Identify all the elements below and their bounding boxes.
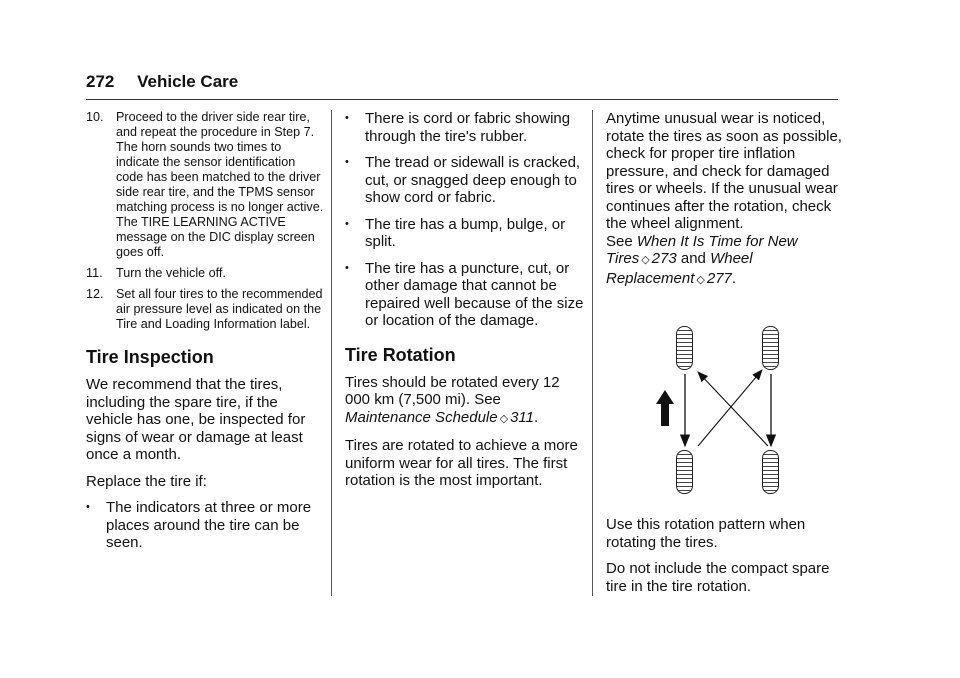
column-divider-2 bbox=[592, 110, 593, 596]
tire-rotation-heading: Tire Rotation bbox=[345, 344, 456, 365]
header-rule bbox=[86, 99, 838, 100]
bullet-dot: • bbox=[345, 217, 349, 230]
arrow-rear-right-to-front-left bbox=[698, 372, 768, 446]
bullet-dot: • bbox=[345, 261, 349, 274]
page-ref-icon: ◇ bbox=[641, 254, 650, 266]
step-number: 11. bbox=[86, 266, 103, 280]
new-tires-link[interactable]: When It Is Time for New Tires bbox=[606, 232, 798, 267]
replace-bullets bbox=[86, 499, 326, 552]
page-header bbox=[86, 72, 238, 92]
step-text: Turn the vehicle off. bbox=[116, 266, 226, 280]
replace-bullets-continued bbox=[345, 110, 585, 330]
rotation-arrows bbox=[640, 318, 790, 498]
replace-if-text: Replace the tire if: bbox=[86, 472, 207, 490]
step-item bbox=[86, 110, 326, 260]
bullet-item bbox=[345, 216, 585, 251]
unusual-wear-body: Anytime unusual wear is noticed, rotate the tires as soon as possible, check for proper tire inflation pressure, and check for damaged tires or wheels. If the unusual wear continues after the rotation, check the wheel alignment. bbox=[606, 110, 842, 232]
see-label: See bbox=[606, 232, 633, 250]
unusual-wear-text: Anytime unusual wear is noticed, rotate the tires as soon as possible, check for proper tire inflation pressure, and check for damaged tires or wheels. If the unusual wear continues after the rotation, check the wheel alignment. See When It Is Time for New Tires ◇ 273 and Wheel Replacement ◇ 277. bbox=[606, 110, 842, 287]
bullet-text: There is cord or fabric showing through the tire's rubber. bbox=[365, 110, 571, 145]
bullet-item bbox=[345, 260, 585, 330]
column-divider-1 bbox=[331, 110, 332, 596]
bullet-text: The tire has a puncture, cut, or other damage that cannot be repaired well because of the size or location of the damage. bbox=[365, 259, 584, 329]
bullet-dot: • bbox=[345, 112, 349, 124]
page-number: 272 bbox=[86, 72, 115, 91]
and-label: and bbox=[680, 250, 706, 267]
step-item bbox=[86, 287, 326, 332]
column-2 bbox=[345, 110, 585, 499]
column-3-bottom bbox=[606, 516, 846, 604]
maintenance-schedule-link[interactable]: Maintenance Schedule bbox=[345, 408, 498, 426]
rotation-interval-text: Tires should be rotated every 12 000 km (7,500 mi). See Maintenance Schedule ◇ 311. bbox=[345, 373, 560, 426]
bullet-item bbox=[345, 154, 585, 207]
bullet-dot: • bbox=[345, 156, 349, 168]
bullet-text: The tire has a bump, bulge, or split. bbox=[365, 215, 566, 250]
bullet-item bbox=[345, 110, 585, 145]
bullet-text: The tread or sidewall is cracked, cut, or snagged deep enough to show cord or fabric. bbox=[365, 154, 581, 206]
spare-tire-note: Do not include the compact spare tire in the tire rotation. bbox=[606, 560, 830, 595]
new-tires-page[interactable]: 273 bbox=[651, 250, 677, 267]
bullet-item bbox=[86, 499, 326, 552]
wheel-replacement-link[interactable]: Wheel Replacement bbox=[606, 250, 753, 287]
procedure-steps bbox=[86, 110, 326, 332]
tire-inspection-heading: Tire Inspection bbox=[86, 347, 214, 367]
bullet-text: The indicators at three or more places around the tire can be seen. bbox=[106, 499, 312, 551]
column-3 bbox=[606, 110, 846, 289]
page-ref-icon: ◇ bbox=[499, 412, 509, 425]
step-number: 10. bbox=[86, 110, 104, 124]
rotation-purpose-text: Tires are rotated to achieve a more uniform wear for all tires. The first rotation is the most important. bbox=[345, 437, 578, 489]
step-text: Set all four tires to the recommended air pressure level as indicated on the Tire and Loading Information label. bbox=[116, 287, 323, 331]
step-text: Proceed to the driver side rear tire, and repeat the procedure in Step 7. The horn sounds two times to indicate the sensor identification code has been matched to the driver side rear tire, and the TPMS sensor matching process is no longer active. The TIRE LEARNING ACTIVE message on the DIC display screen goes off. bbox=[116, 110, 324, 259]
forward-arrow-icon bbox=[656, 390, 674, 426]
step-number: 12. bbox=[86, 287, 104, 301]
wheel-replacement-page[interactable]: 277 bbox=[706, 269, 732, 287]
rotation-interval-body: Tires should be rotated every 12 000 km (7,500 mi). See bbox=[345, 373, 560, 408]
bullet-dot: • bbox=[86, 501, 90, 513]
maintenance-schedule-page[interactable]: 311 bbox=[510, 408, 534, 426]
column-1 bbox=[86, 110, 326, 561]
tire-rotation-diagram bbox=[640, 318, 790, 498]
section-title: Vehicle Care bbox=[137, 72, 239, 91]
step-item bbox=[86, 266, 326, 281]
page-ref-icon: ◇ bbox=[696, 273, 705, 286]
inspection-intro: We recommend that the tires, including the spare tire, if the vehicle has one, be inspected for signs of wear or damage at least once a month. bbox=[86, 376, 306, 463]
rotation-caption: Use this rotation pattern when rotating the tires. bbox=[606, 516, 806, 551]
